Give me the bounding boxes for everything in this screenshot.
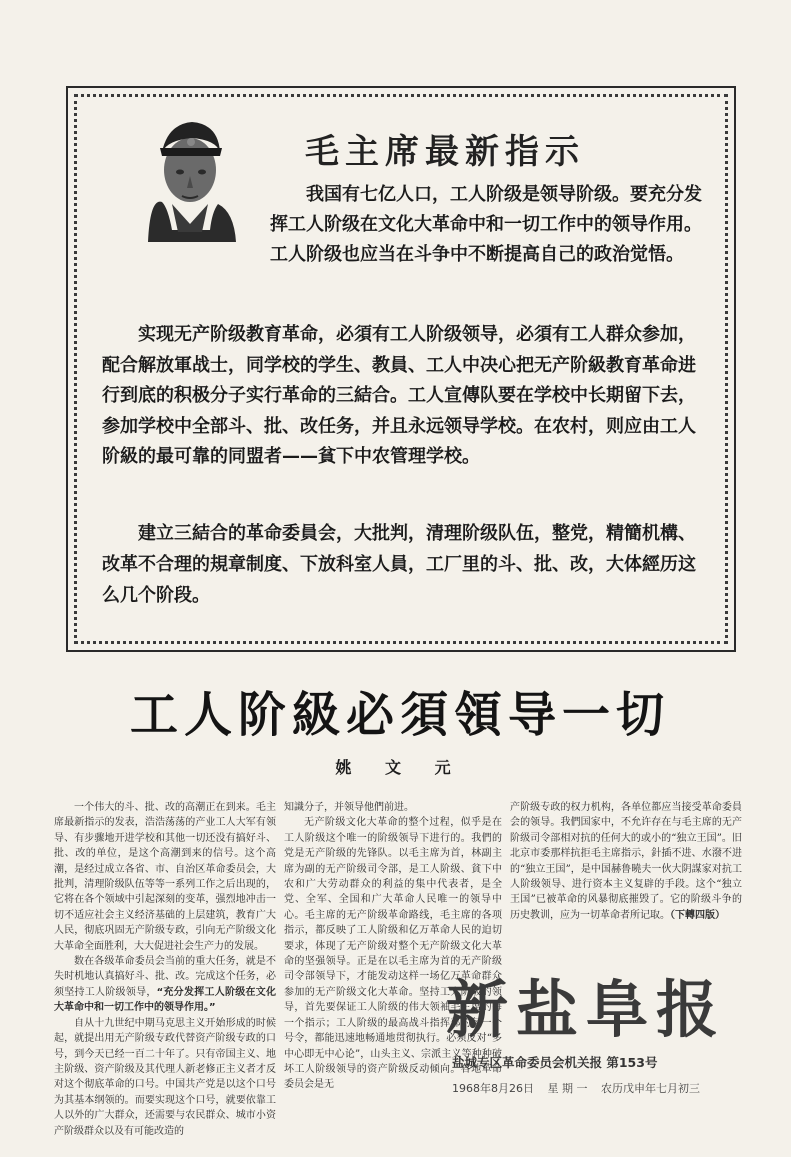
continued-note: （下轉四版） (670, 909, 725, 921)
issue-weekday: 星 期 一 (547, 1082, 588, 1095)
article-byline: 姚 文 元 (335, 758, 465, 777)
instruction-paragraph-3: 建立三結合的革命委員会，大批判，清理阶级队伍，整党，精簡机構、改革不合理的規章制度、下放科室人員，工厂里的斗、批、改，大体經历这么几个阶段。 (102, 523, 696, 606)
article-column-3 (510, 800, 742, 921)
article-paragraph: 自从十九世纪中期马克思主义开始形成的时候起，就提出用无产阶级专政代替资产阶级专政的口号，到今天已经一百二十年了。只有帝国主义、地主阶级、资产阶级及其代理人新老修正主义者才反对这个彻底革命的口号。中国共产党是以这个口号为其基本纲领的。而要实现这个口号，就要依靠工人以外的广大群众，还需要与农民群众、城市小资产阶级群众以及有可能改造的 (54, 1017, 276, 1137)
article-text: 数在各级革命委员会当前的重大任务，就是不失时机地认真搞好斗、批、改。完成这个任务，必须坚持工人阶级领导， (54, 956, 276, 998)
article-paragraph (510, 800, 742, 923)
article-headline: 工人阶級必須領导一切 (129, 687, 670, 743)
instruction-paragraph-1: 我国有七亿人口，工人阶级是领导阶级。要充分发挥工人阶级在文化大革命中和一切工作中的领导作用。工人阶级也应当在斗争中不断提高自己的政治觉悟。 (270, 184, 702, 265)
article-paragraph (54, 954, 276, 1016)
instruction-title: 毛主席最新指示 (305, 132, 585, 172)
article-quote: “充分发挥工人阶级在文化大革命中和一切工作中的领导作用。” (54, 986, 277, 1014)
article-column-1 (54, 800, 276, 1140)
article-paragraph: 一个伟大的斗、批、改的高潮正在到来。毛主席最新指示的发表，浩浩荡荡的产业工人大军有领导、有步骤地开进学校和其他一切还没有搞好斗、批、改的单位，是这个高潮到来的信号。这个高潮，是经过成立各省、市、自治区革命委员会，大批判，清理阶级队伍等等一系列工作之后出现的，它将在各个领域中引起深刻的变革，强烈地冲击一切不适应社会主义经济基础的上层建筑，教育广大人民，彻底巩固无产阶级专政，引向无产阶级文化大革命全面胜利，大大促进社会生产力的发展。 (54, 802, 276, 952)
issue-lunar-date: 农历戊申年七月初三 (601, 1082, 700, 1095)
article-text: 产阶级专政的权力机构，各单位都应当接受革命委員会的领导。我們国家中，不允许存在与毛主席的无产阶级司令部相对抗的任何大的或小的“独立王国”。旧北京市委那样抗拒毛主席指示，針插不进、水潑不进的“独立王国”，是中国赫鲁曉夫一伙大阴謀家对抗工人阶级领导、进行资本主义复辟的手段。这个“独立王国”已被革命的风暴彻底摧毁了。它的阶级斗争的历史教训，应为一切革命者所记取。 (510, 802, 742, 921)
masthead-dateline (452, 1080, 752, 1096)
masthead-subtitle: 盐城专区革命委员会机关报 第153号 (452, 1055, 658, 1070)
newspaper-masthead: 新盐阜报 (446, 973, 727, 1046)
instruction-paragraph-2: 实现无产阶级教育革命，必須有工人阶级领导，必須有工人群众参加，配合解放軍战士，同学校的学生、教員、工人中决心把无产阶級教育革命进行到底的积极分子实行革命的三結合。工人宣傳队要在学校中长期留下去，参加学校中全部斗、批、改任务，并且永远领导学校。在农村，则应由工人阶級的最可靠的同盟者——貧下中农管理学校。 (102, 324, 696, 467)
article-paragraph: 无产阶级文化大革命的整个过程，似乎是在工人阶级这个唯一的阶级领导下进行的。我們的党是无产阶级的先锋队。以毛主席为首，林副主席为副的无产阶级司令部，是工人阶级、貧下中农和广大劳动群众的利益的集中代表者，是全党、全军、全国和广大革命人民唯一的领导中心。毛主席的无产阶级革命路线，毛主席的各项指示，都反映了工人阶级和亿万革命人民的迫切要求，体现了无产阶级对整个无产阶级文化大革命的坚强领导。正是在以毛主席为首的无产阶级司令部领导下，才能发动这样一场亿万革命群众参加的无产阶级文化大革命。坚持工人阶级的领导，首先要保证工人阶级的伟大领袖毛主席的每一个指示；工人阶级的最高战斗指挥部的每一个号令，都能迅速地畅通地贯彻执行。必须反对“多中心即无中心论”，山头主义、宗派主义等种种破坏工人阶级领导的资产阶级反动倾向。各地革命委员会是无 (284, 817, 502, 1091)
issue-date: 1968年8月26日 (452, 1082, 534, 1095)
portrait-image (132, 112, 248, 244)
article-paragraph: 知識分子，并领导他們前进。 (284, 802, 414, 813)
